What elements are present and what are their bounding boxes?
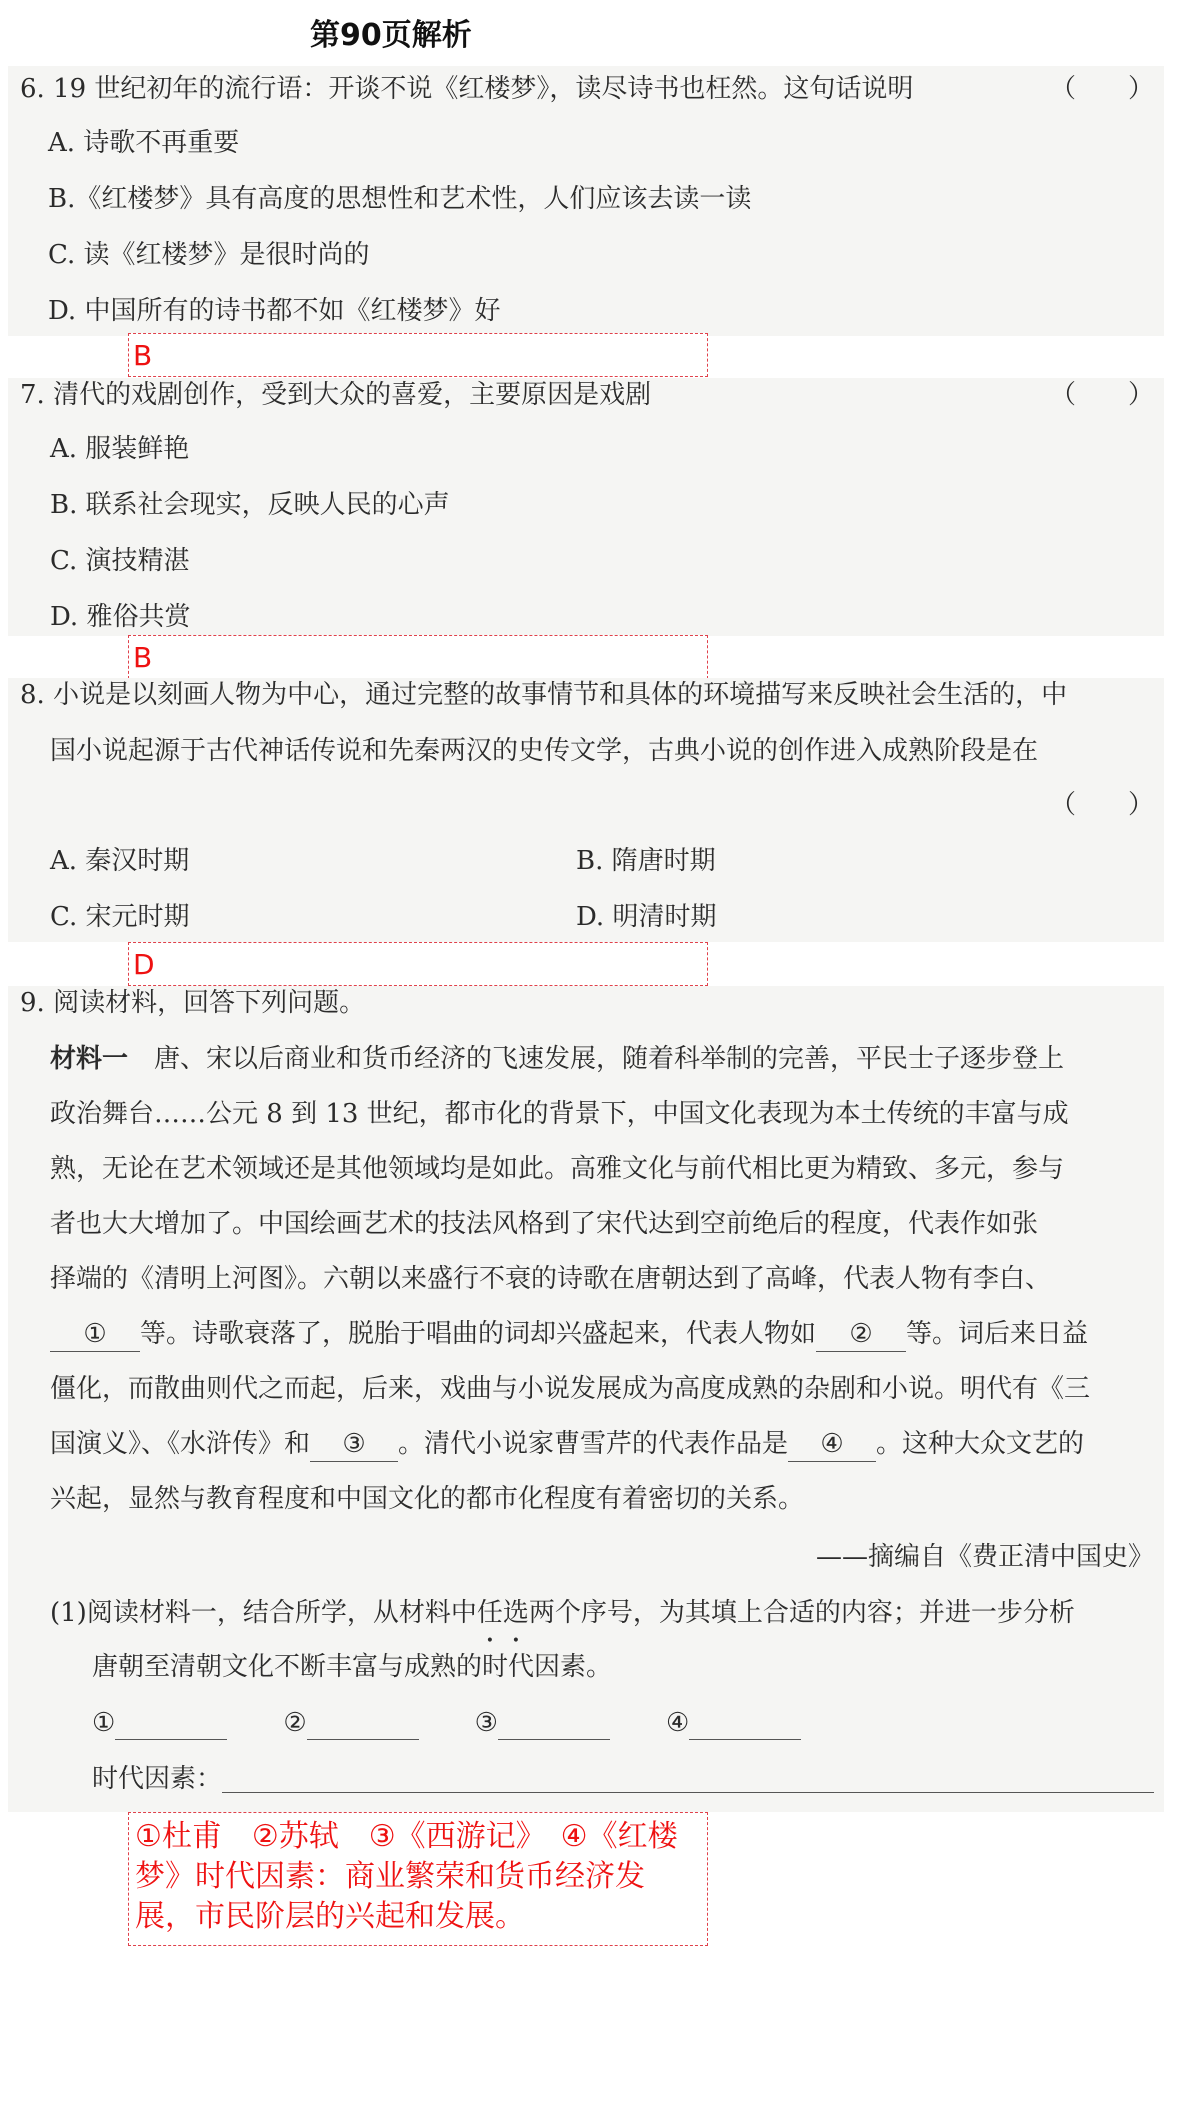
emphasis-char-2: 选 <box>502 1598 529 1628</box>
sub-question-1-line-2: 唐朝至清朝文化不断丰富与成熟的时代因素。 <box>92 1652 613 1682</box>
fill-line-2 <box>307 1713 419 1740</box>
question-7-option-b: B. 联系社会现实，反映人民的心声 <box>50 490 450 520</box>
question-9-block <box>8 986 1164 1812</box>
material-source: ——摘编自《费正清中国史》 <box>815 1542 1154 1572</box>
question-6-bracket: （ ） <box>1049 74 1154 104</box>
question-7-option-a: A. 服装鲜艳 <box>50 434 190 464</box>
question-9-answer-line-1: ①杜甫 ②苏轼 ③《西游记》 ④《红楼 <box>135 1819 678 1854</box>
material-1-label: 材料一 <box>50 1044 129 1074</box>
blank-4: ④ <box>788 1427 876 1462</box>
question-7-stem: 7. 清代的戏剧创作，受到大众的喜爱，主要原因是戏剧 <box>20 380 652 410</box>
material-1-line-9: 兴起，显然与教育程度和中国文化的都市化程度有着密切的关系。 <box>50 1484 805 1514</box>
material-1-text-1: 唐、宋以后商业和货币经济的飞速发展，随着科举制的完善，平民士子逐步登上 <box>154 1044 1065 1074</box>
question-9-answer <box>128 1812 708 1946</box>
material-1-text-6b: 等。词后来日益 <box>906 1319 1089 1349</box>
emphasis-char-1: 任 <box>476 1598 503 1628</box>
question-6-option-d: D. 中国所有的诗书都不如《红楼梦》好 <box>48 296 501 326</box>
question-6-stem: 6. 19 世纪初年的流行语：开谈不说《红楼梦》，读尽诗书也枉然。这句话说明 <box>20 74 914 104</box>
sub-question-1-text-a: (1)阅读材料一，结合所学，从材料中 <box>50 1598 477 1628</box>
fill-line-4 <box>689 1713 801 1740</box>
material-1-text-8b: 。清代小说家曹雪芹的代表作品是 <box>398 1429 789 1459</box>
blank-1: ① <box>50 1317 140 1352</box>
material-1-line-3: 熟，无论在艺术领域还是其他领域均是如此。高雅文化与前代相比更为精致、多元，参与 <box>50 1154 1065 1184</box>
question-8-option-c: C. 宋元时期 <box>50 902 190 932</box>
question-7-option-c: C. 演技精湛 <box>50 546 190 576</box>
question-7-bracket: （ ） <box>1049 380 1154 410</box>
blank-3: ③ <box>310 1427 398 1462</box>
sub-question-1-line-1 <box>50 1596 1075 1630</box>
question-9-stem: 9. 阅读材料，回答下列问题。 <box>20 988 366 1018</box>
material-1-line-6 <box>50 1317 1088 1352</box>
question-9-answer-line-3: 展，市民阶层的兴起和发展。 <box>135 1899 525 1934</box>
question-8-option-d: D. 明清时期 <box>576 902 717 932</box>
fill-in-row <box>92 1706 857 1740</box>
question-8-bracket: （ ） <box>1049 790 1154 820</box>
question-8-stem-line-1: 8. 小说是以刻画人物为中心，通过完整的故事情节和具体的环境描写来反映社会生活的，中 <box>20 680 1068 710</box>
question-8-block <box>8 678 1164 942</box>
sub-question-1-text-b: 两个序号，为其填上合适的内容；并进一步分析 <box>528 1598 1075 1628</box>
question-7-block <box>8 378 1164 636</box>
blank-2: ② <box>816 1317 906 1352</box>
question-6-option-c: C. 读《红楼梦》是很时尚的 <box>48 240 370 270</box>
question-8-option-a: A. 秦汉时期 <box>50 846 190 876</box>
factor-label: 时代因素： <box>92 1764 223 1794</box>
material-1-text-8a: 国演义》、《水浒传》和 <box>50 1429 311 1459</box>
question-6-block <box>8 66 1164 336</box>
question-9-answer-line-2: 梦》时代因素：商业繁荣和货币经济发 <box>135 1859 645 1894</box>
question-6-option-b: B.《红楼梦》具有高度的思想性和艺术性，人们应该去读一读 <box>48 184 752 214</box>
question-6-answer: B <box>128 333 708 377</box>
material-1-line-1 <box>50 1042 1064 1076</box>
factor-answer-line <box>222 1792 1154 1793</box>
material-1-text-6a: 等。诗歌衰落了，脱胎于唱曲的词却兴盛起来，代表人物如 <box>140 1319 817 1349</box>
question-7-answer: B <box>128 635 708 679</box>
question-8-stem-line-2: 国小说起源于古代神话传说和先秦两汉的史传文学，古典小说的创作进入成熟阶段是在 <box>50 736 1039 766</box>
fill-mark-2: ② <box>283 1708 307 1738</box>
question-8-option-b: B. 隋唐时期 <box>576 846 716 876</box>
question-7-option-d: D. 雅俗共赏 <box>50 602 191 632</box>
material-1-line-8 <box>50 1427 1084 1462</box>
question-8-answer: D <box>128 942 708 986</box>
fill-line-3 <box>498 1713 610 1740</box>
fill-mark-1: ① <box>92 1708 116 1738</box>
fill-line-1 <box>115 1713 227 1740</box>
material-1-line-2: 政治舞台……公元 8 到 13 世纪，都市化的背景下，中国文化表现为本土传统的丰富与成 <box>50 1099 1069 1129</box>
fill-mark-4: ④ <box>665 1708 690 1738</box>
fill-mark-3: ③ <box>474 1708 498 1738</box>
material-1-text-8c: 。这种大众文艺的 <box>876 1429 1085 1459</box>
page-title: 第90页解析 <box>310 18 472 53</box>
material-1-line-7: 僵化，而散曲则代之而起，后来，戏曲与小说发展成为高度成熟的杂剧和小说。明代有《三 <box>50 1374 1091 1404</box>
material-1-line-4: 者也大大增加了。中国绘画艺术的技法风格到了宋代达到空前绝后的程度，代表作如张 <box>50 1209 1039 1239</box>
question-6-option-a: A. 诗歌不再重要 <box>48 128 240 158</box>
material-1-line-5: 择端的《清明上河图》。六朝以来盛行不衰的诗歌在唐朝达到了高峰，代表人物有李白、 <box>50 1264 1052 1294</box>
